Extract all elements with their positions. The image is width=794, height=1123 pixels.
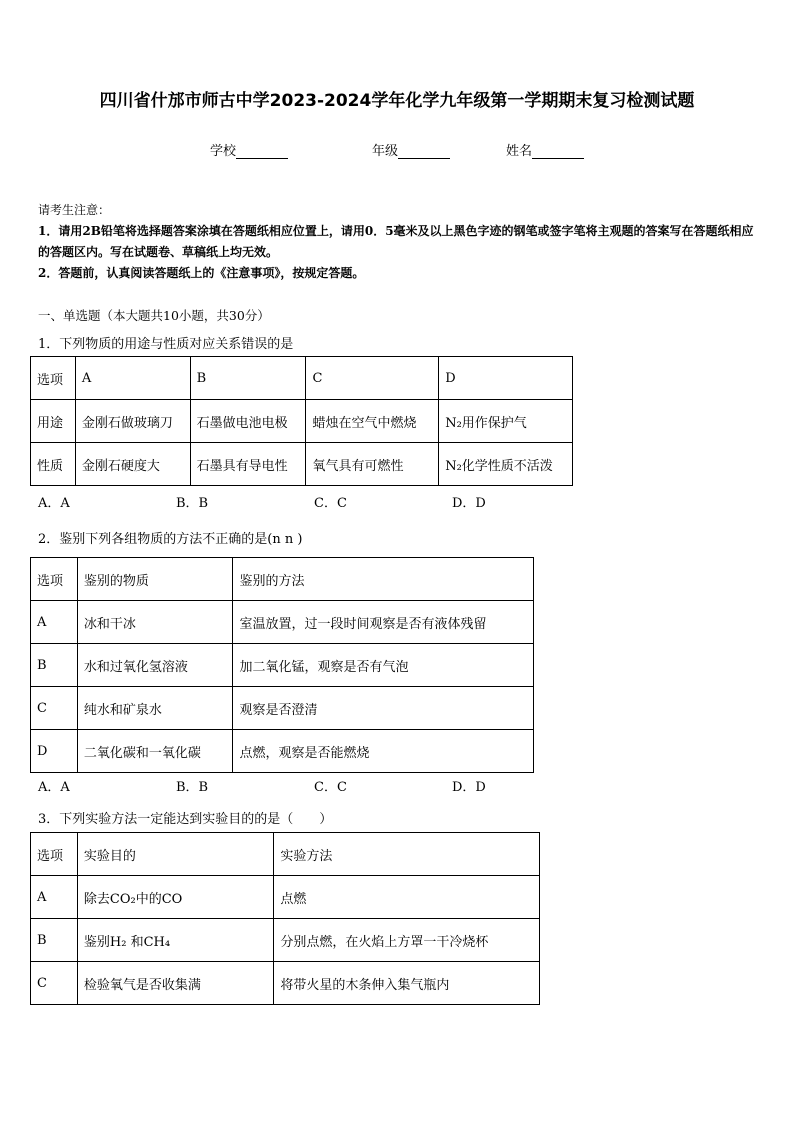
table-cell: B bbox=[31, 919, 78, 962]
notice-heading: 请考生注意： bbox=[38, 203, 111, 217]
option-b: B．B bbox=[176, 496, 209, 511]
table-cell: 除去CO₂中的CO bbox=[77, 876, 273, 919]
table-cell: B bbox=[190, 357, 306, 400]
option-c: C．C bbox=[314, 780, 347, 795]
table-row bbox=[31, 558, 534, 601]
notice-item-1: 1．请用2B铅笔将选择题答案涂填在答题纸相应位置上，请用0．5毫米及以上黑色字迹的钢笔或签字笔将主观题的答案写在答题纸相应的答题区内。写在试题卷、草稿纸上均无效。 bbox=[38, 224, 754, 259]
question-1-table bbox=[30, 356, 573, 486]
page-title: 四川省什邡市师古中学2023-2024学年化学九年级第一学期期末复习检测试题 bbox=[99, 91, 695, 111]
table-row bbox=[31, 962, 540, 1005]
school-blank bbox=[236, 146, 288, 159]
table-cell: N₂化学性质不活泼 bbox=[439, 443, 573, 486]
table-row bbox=[31, 400, 573, 443]
table-cell: 纯水和矿泉水 bbox=[77, 687, 233, 730]
grade-blank bbox=[398, 146, 450, 159]
table-row bbox=[31, 357, 573, 400]
table-cell: 鉴别的方法 bbox=[233, 558, 534, 601]
table-row bbox=[31, 833, 540, 876]
option-b: B．B bbox=[176, 780, 209, 795]
table-cell: 金刚石硬度大 bbox=[75, 443, 190, 486]
question-1-options bbox=[38, 492, 590, 511]
table-cell: 石墨做电池电极 bbox=[190, 400, 306, 443]
table-cell: 点燃，观察是否能燃烧 bbox=[233, 730, 534, 773]
table-cell: 分别点燃，在火焰上方罩一干冷烧杯 bbox=[274, 919, 540, 962]
school-field bbox=[210, 140, 288, 159]
option-a: A．A bbox=[38, 496, 70, 511]
table-cell: 实验目的 bbox=[77, 833, 273, 876]
table-cell: C bbox=[306, 357, 439, 400]
grade-field bbox=[372, 140, 450, 159]
table-cell: C bbox=[31, 687, 78, 730]
question-1-stem: 1．下列物质的用途与性质对应关系错误的是 bbox=[38, 337, 294, 352]
name-field bbox=[506, 140, 584, 159]
table-cell: 冰和干冰 bbox=[77, 601, 233, 644]
table-cell: 二氧化碳和一氧化碳 bbox=[77, 730, 233, 773]
table-cell: 选项 bbox=[31, 833, 78, 876]
question-2-options bbox=[38, 776, 590, 795]
table-cell: D bbox=[439, 357, 573, 400]
name-blank bbox=[532, 146, 584, 159]
table-cell: B bbox=[31, 644, 78, 687]
table-cell: A bbox=[31, 876, 78, 919]
table-cell: 实验方法 bbox=[274, 833, 540, 876]
question-2-table bbox=[30, 557, 534, 773]
table-cell: 观察是否澄清 bbox=[233, 687, 534, 730]
table-cell: 将带火星的木条伸入集气瓶内 bbox=[274, 962, 540, 1005]
table-cell: N₂用作保护气 bbox=[439, 400, 573, 443]
table-cell: 加二氧化锰，观察是否有气泡 bbox=[233, 644, 534, 687]
table-cell: 选项 bbox=[31, 357, 76, 400]
table-row bbox=[31, 919, 540, 962]
question-2-stem: 2．鉴别下列各组物质的方法不正确的是(n n ) bbox=[38, 532, 303, 547]
option-a: A．A bbox=[38, 780, 70, 795]
table-cell: 鉴别的物质 bbox=[77, 558, 233, 601]
table-cell: A bbox=[31, 601, 78, 644]
table-cell: A bbox=[75, 357, 190, 400]
question-3-stem: 3．下列实验方法一定能达到实验目的的是（ ） bbox=[38, 812, 333, 827]
table-cell: 用途 bbox=[31, 400, 76, 443]
table-cell: 鉴别H₂ 和CH₄ bbox=[77, 919, 273, 962]
table-row bbox=[31, 730, 534, 773]
question-3-table bbox=[30, 832, 540, 1005]
table-row bbox=[31, 601, 534, 644]
table-row bbox=[31, 443, 573, 486]
grade-label: 年级 bbox=[372, 144, 399, 159]
table-cell: 检验氧气是否收集满 bbox=[77, 962, 273, 1005]
option-d: D．D bbox=[452, 780, 486, 795]
table-cell: 室温放置，过一段时间观察是否有液体残留 bbox=[233, 601, 534, 644]
table-row bbox=[31, 876, 540, 919]
option-d: D．D bbox=[452, 496, 486, 511]
table-cell: 水和过氧化氢溶液 bbox=[77, 644, 233, 687]
table-cell: 点燃 bbox=[274, 876, 540, 919]
table-row bbox=[31, 644, 534, 687]
table-cell: C bbox=[31, 962, 78, 1005]
table-cell: 金刚石做玻璃刀 bbox=[75, 400, 190, 443]
table-cell: 氧气具有可燃性 bbox=[306, 443, 439, 486]
table-cell: 性质 bbox=[31, 443, 76, 486]
option-c: C．C bbox=[314, 496, 347, 511]
table-cell: D bbox=[31, 730, 78, 773]
table-cell: 选项 bbox=[31, 558, 78, 601]
notice-item-2: 2．答题前，认真阅读答题纸上的《注意事项》，按规定答题。 bbox=[38, 266, 365, 280]
table-row bbox=[31, 687, 534, 730]
table-cell: 石墨具有导电性 bbox=[190, 443, 306, 486]
notice-block bbox=[38, 200, 764, 284]
table-cell: 蜡烛在空气中燃烧 bbox=[306, 400, 439, 443]
section-heading: 一、单选题（本大题共10小题，共30分） bbox=[38, 308, 270, 323]
school-label: 学校 bbox=[210, 144, 237, 159]
name-label: 姓名 bbox=[506, 144, 533, 159]
